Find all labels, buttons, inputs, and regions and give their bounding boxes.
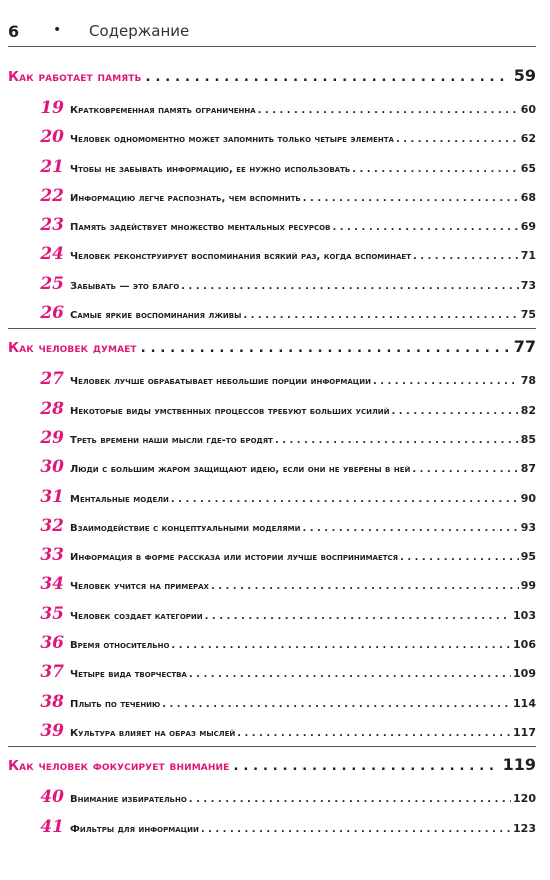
chapter-title: Человек лучше обрабатывает небольшие порции информации bbox=[70, 376, 371, 388]
chapter-page-number: 117 bbox=[513, 725, 536, 739]
toc-entry[interactable] bbox=[8, 94, 536, 123]
chapter-number: 30 bbox=[40, 457, 64, 478]
toc-entry[interactable] bbox=[8, 153, 536, 182]
chapter-page-number: 95 bbox=[520, 550, 536, 564]
dot-leader bbox=[189, 785, 511, 814]
chapter-page-number: 120 bbox=[513, 792, 536, 806]
chapter-title: Взаимодействие с концептуальными моделями bbox=[70, 522, 301, 534]
chapter-number: 37 bbox=[40, 662, 64, 683]
toc-section bbox=[8, 58, 536, 328]
toc-entry[interactable] bbox=[8, 424, 536, 453]
dot-leader bbox=[275, 426, 519, 455]
chapter-number: 25 bbox=[40, 273, 64, 294]
chapter-page-number: 68 bbox=[520, 190, 536, 204]
chapter-page-number: 109 bbox=[513, 667, 536, 681]
chapter-page-number: 75 bbox=[520, 308, 536, 322]
chapter-page-number: 114 bbox=[513, 696, 536, 710]
toc-section bbox=[8, 328, 536, 746]
chapter-title: Чтобы не забывать информацию, ее нужно использовать bbox=[70, 163, 351, 175]
chapter-title: Человек одномоментно может запомнить только четыре элемента bbox=[70, 134, 394, 146]
toc-entry[interactable] bbox=[8, 688, 536, 717]
toc-entry[interactable] bbox=[8, 541, 536, 570]
chapter-number: 36 bbox=[40, 633, 64, 654]
dot-leader bbox=[205, 602, 511, 631]
page-number: 6 bbox=[8, 22, 20, 41]
toc-entry[interactable] bbox=[8, 270, 536, 299]
chapter-number: 28 bbox=[40, 398, 64, 419]
dot-leader bbox=[237, 719, 511, 748]
dot-leader bbox=[233, 748, 498, 784]
header-rule bbox=[8, 46, 536, 47]
section-heading[interactable] bbox=[8, 329, 536, 365]
dot-leader bbox=[146, 59, 510, 95]
chapter-number: 19 bbox=[40, 98, 64, 118]
dot-leader bbox=[332, 213, 518, 242]
toc-entry[interactable] bbox=[8, 658, 536, 687]
chapter-number: 24 bbox=[40, 244, 64, 265]
chapter-number: 31 bbox=[40, 486, 64, 507]
dot-leader bbox=[162, 690, 511, 719]
running-head bbox=[8, 20, 536, 46]
chapter-title: Память задействует множество ментальных ресурсов bbox=[70, 222, 331, 234]
section-title: Как человек думает bbox=[8, 340, 137, 357]
dot-leader bbox=[141, 330, 510, 366]
chapter-title: Ментальные модели bbox=[70, 493, 169, 505]
chapter-page-number: 62 bbox=[520, 132, 536, 146]
chapter-title: Человек создает категории bbox=[70, 610, 203, 622]
chapter-number: 34 bbox=[40, 574, 64, 595]
chapter-number: 21 bbox=[40, 156, 64, 177]
toc-entry[interactable] bbox=[8, 570, 536, 599]
toc-entry[interactable] bbox=[8, 483, 536, 512]
table-of-contents bbox=[8, 58, 536, 842]
toc-section bbox=[8, 746, 536, 842]
chapter-number: 33 bbox=[40, 545, 64, 566]
toc-entry[interactable] bbox=[8, 629, 536, 658]
chapter-page-number: 69 bbox=[520, 220, 536, 234]
section-page-number: 119 bbox=[502, 755, 536, 775]
section-page-number: 77 bbox=[513, 337, 536, 357]
chapter-title: Человек реконструирует воспоминания всякий раз, когда вспоминает bbox=[70, 251, 411, 263]
chapter-number: 40 bbox=[40, 787, 64, 808]
section-page-number: 59 bbox=[513, 66, 536, 85]
toc-entry[interactable] bbox=[8, 123, 536, 152]
chapter-number: 41 bbox=[40, 816, 64, 837]
chapter-page-number: 123 bbox=[513, 821, 536, 835]
chapter-title: Самые яркие воспоминания лживы bbox=[70, 310, 242, 322]
chapter-title: Забывать — это благо bbox=[70, 280, 180, 292]
chapter-page-number: 73 bbox=[520, 278, 536, 292]
chapter-page-number: 87 bbox=[520, 462, 536, 476]
chapter-page-number: 71 bbox=[520, 249, 536, 263]
chapter-number: 20 bbox=[40, 127, 64, 148]
chapter-title: Треть времени наши мысли где-то бродят bbox=[70, 434, 273, 446]
dot-leader bbox=[181, 272, 518, 301]
chapter-page-number: 93 bbox=[520, 520, 536, 534]
toc-entry[interactable] bbox=[8, 783, 536, 812]
chapter-title: Кратковременная память ограниченна bbox=[70, 105, 256, 116]
toc-entry[interactable] bbox=[8, 717, 536, 746]
chapter-page-number: 78 bbox=[520, 374, 536, 388]
chapter-page-number: 99 bbox=[520, 579, 536, 593]
toc-entry[interactable] bbox=[8, 600, 536, 629]
chapter-page-number: 90 bbox=[520, 491, 536, 505]
toc-entry[interactable] bbox=[8, 299, 536, 328]
dot-leader bbox=[189, 660, 511, 689]
chapter-title: Люди с большим жаром защищают идею, если они не уверены в ней bbox=[70, 464, 411, 476]
chapter-number: 32 bbox=[40, 515, 64, 536]
chapter-title: Некоторые виды умственных процессов требуют больших усилий bbox=[70, 405, 390, 417]
chapter-title: Плыть по течению bbox=[70, 698, 161, 710]
dot-leader bbox=[303, 184, 519, 213]
chapter-page-number: 85 bbox=[520, 432, 536, 446]
chapter-page-number: 60 bbox=[520, 103, 536, 116]
section-title: Как работает память bbox=[8, 69, 142, 85]
header-bullet: • bbox=[53, 22, 62, 38]
section-heading[interactable] bbox=[8, 58, 536, 94]
dot-leader bbox=[400, 543, 519, 572]
chapter-page-number: 65 bbox=[520, 161, 536, 175]
chapter-number: 27 bbox=[40, 369, 64, 390]
dot-leader bbox=[413, 242, 519, 271]
chapter-number: 23 bbox=[40, 215, 64, 236]
chapter-title: Фильтры для информации bbox=[70, 823, 199, 835]
chapter-number: 38 bbox=[40, 691, 64, 712]
toc-entry[interactable] bbox=[8, 211, 536, 240]
section-title: Как человек фокусирует внимание bbox=[8, 758, 230, 775]
toc-entry[interactable] bbox=[8, 395, 536, 424]
chapter-page-number: 106 bbox=[513, 638, 536, 652]
chapter-number: 26 bbox=[40, 303, 64, 324]
running-head-title: Содержание bbox=[89, 22, 190, 40]
chapter-title: Внимание избирательно bbox=[70, 794, 187, 806]
toc-entry[interactable] bbox=[8, 240, 536, 269]
chapter-title: Информацию легче распознать, чем вспомнить bbox=[70, 192, 301, 204]
dot-leader bbox=[392, 397, 519, 426]
chapter-page-number: 103 bbox=[513, 608, 536, 622]
toc-entry[interactable] bbox=[8, 512, 536, 541]
chapter-number: 39 bbox=[40, 720, 64, 741]
chapter-number: 29 bbox=[40, 427, 64, 448]
dot-leader bbox=[352, 155, 518, 184]
toc-entry[interactable] bbox=[8, 813, 536, 842]
dot-leader bbox=[396, 125, 519, 154]
dot-leader bbox=[373, 367, 519, 396]
chapter-number: 35 bbox=[40, 603, 64, 624]
chapter-title: Четыре вида творчества bbox=[70, 669, 187, 681]
toc-entry[interactable] bbox=[8, 365, 536, 394]
dot-leader bbox=[201, 815, 511, 844]
chapter-number: 22 bbox=[40, 185, 64, 206]
section-heading[interactable] bbox=[8, 747, 536, 783]
chapter-title: Время относительно bbox=[70, 640, 170, 652]
dot-leader bbox=[211, 572, 519, 601]
dot-leader bbox=[171, 631, 511, 660]
dot-leader bbox=[258, 96, 519, 125]
dot-leader bbox=[302, 514, 518, 543]
chapter-page-number: 82 bbox=[520, 403, 536, 417]
chapter-title: Человек учится на примерах bbox=[70, 581, 209, 593]
dot-leader bbox=[412, 455, 518, 484]
chapter-title: Информация в форме рассказа или истории лучше воспринимается bbox=[70, 552, 399, 564]
dot-leader bbox=[243, 301, 518, 330]
toc-entry[interactable] bbox=[8, 182, 536, 211]
dot-leader bbox=[171, 485, 519, 514]
chapter-title: Культура влияет на образ мыслей bbox=[70, 727, 236, 739]
toc-entry[interactable] bbox=[8, 453, 536, 482]
